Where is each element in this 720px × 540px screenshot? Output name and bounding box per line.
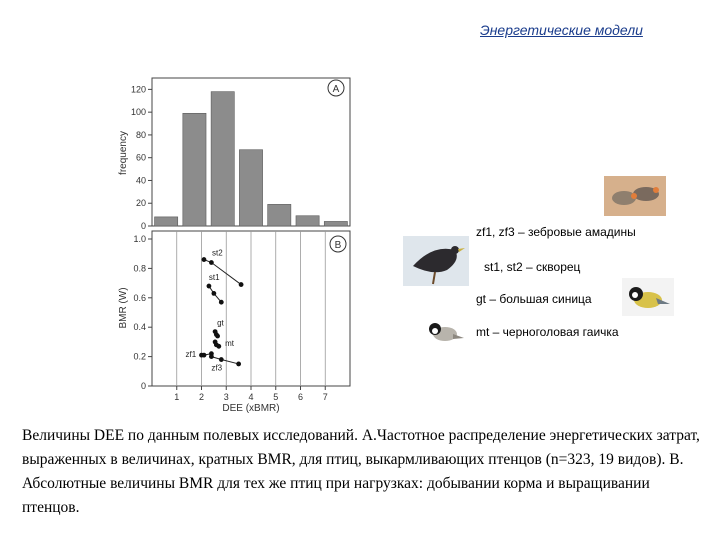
histogram-bar xyxy=(155,217,178,226)
series-label: st1 xyxy=(208,273,220,283)
x-tick-label: 4 xyxy=(248,392,254,402)
panel-a-ylabel: frequency xyxy=(118,131,129,175)
legend-starling: st1, st2 – скворец xyxy=(484,260,581,274)
x-tick-label: 6 xyxy=(297,392,304,402)
x-tick-label: 2 xyxy=(198,392,205,402)
data-point xyxy=(209,354,214,359)
y-tick-label: 120 xyxy=(130,84,146,95)
y-tick-label: 0.6 xyxy=(133,292,146,303)
panel-a-plot xyxy=(155,92,348,226)
data-point xyxy=(202,257,207,262)
series-label: zf1 xyxy=(185,350,197,360)
panel-b-label: B xyxy=(334,240,342,251)
legend-zebra-finch: zf1, zf3 – зебровые амадины xyxy=(476,225,636,239)
data-point xyxy=(239,282,244,287)
y-tick-label: 1.0 xyxy=(133,234,146,244)
panel-b-y-ticks xyxy=(133,234,152,391)
x-tick-label: 7 xyxy=(322,392,328,402)
histogram-bar xyxy=(183,113,206,226)
legend-great-tit: gt – большая синица xyxy=(476,292,592,306)
y-tick-label: 100 xyxy=(130,107,146,118)
figure-caption: Величины DEE по данным полевых исследований. А.Частотное распределение энергетических затрат, выраженных в величинах, кратных BMR, для птиц, выкармливающих птенцов (n=323, 19 видов). В. Абсолютные величины BMR для тех же птиц при нагрузках: добывании корма и выращивании птенцов. xyxy=(22,427,700,516)
y-tick-label: 0 xyxy=(140,381,146,391)
histogram-bar xyxy=(296,216,319,226)
great-tit-photo xyxy=(622,278,674,316)
panel-b-plot xyxy=(199,257,243,366)
data-point xyxy=(209,260,214,265)
y-tick-label: 0.2 xyxy=(133,351,146,362)
data-point xyxy=(202,353,207,358)
series-label: mt xyxy=(225,338,235,348)
data-point xyxy=(215,334,220,339)
y-tick-label: 20 xyxy=(135,198,146,209)
series-label: st2 xyxy=(211,248,223,258)
series-label: zf3 xyxy=(211,363,223,373)
y-tick-label: 0 xyxy=(140,221,146,231)
data-point xyxy=(207,284,212,289)
figure-panels xyxy=(110,68,360,418)
panel-a-y-ticks xyxy=(131,84,152,231)
x-tick-label: 1 xyxy=(174,392,180,402)
zebra-finch-photo xyxy=(604,176,666,216)
page-title-link[interactable]: Энергетические модели xyxy=(480,22,643,38)
panel-b-xlabel: DEE (xBMR) xyxy=(222,403,280,414)
y-tick-label: 40 xyxy=(135,175,146,186)
histogram-bar xyxy=(268,204,291,226)
starling-photo xyxy=(403,236,469,286)
panel-a-label: A xyxy=(332,84,340,95)
data-point xyxy=(216,344,221,349)
y-tick-label: 0.8 xyxy=(133,263,146,274)
legend-marsh-tit: mt – черноголовая гаичка xyxy=(476,325,619,339)
y-tick-label: 0.4 xyxy=(133,322,146,333)
y-tick-label: 80 xyxy=(135,129,146,140)
y-tick-label: 60 xyxy=(135,152,146,163)
data-point xyxy=(211,291,216,296)
marsh-tit-photo xyxy=(423,318,465,348)
histogram-bar xyxy=(211,92,234,226)
panel-b-ylabel: BMR (W) xyxy=(118,287,129,329)
x-tick-label: 5 xyxy=(273,392,279,402)
histogram-bar xyxy=(239,150,262,226)
histogram-bar xyxy=(324,221,347,226)
data-point xyxy=(219,357,224,362)
x-tick-label: 3 xyxy=(223,392,229,402)
series-label: gt xyxy=(217,318,224,328)
panel-b-grid xyxy=(177,231,326,386)
data-point xyxy=(219,300,224,305)
panel-b-x-ticks xyxy=(174,386,328,402)
data-point xyxy=(236,362,241,367)
